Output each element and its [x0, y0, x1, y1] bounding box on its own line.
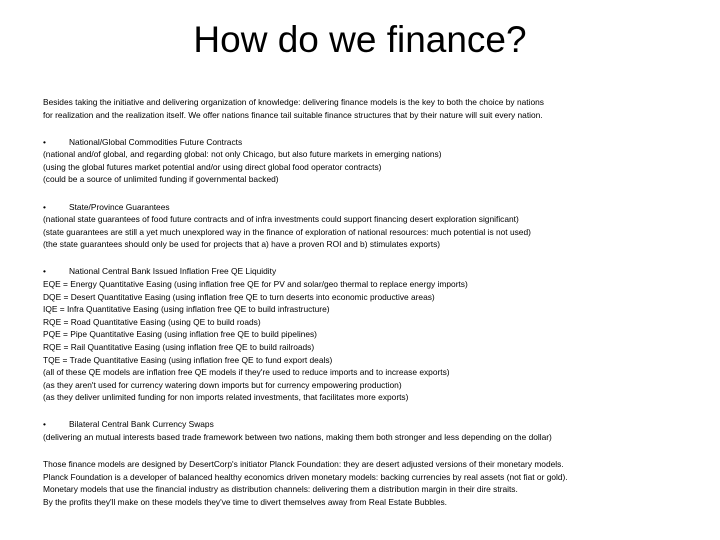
section-heading [43, 418, 713, 431]
section-line: (using the global futures market potential and/or using direct global food operator contracts) [43, 161, 382, 172]
section-line: (the state guarantees should only be used for projects that a) have a proven ROI and b) stimulates exports) [43, 239, 441, 250]
closing-line: Those finance models are designed by DesertCorp's initiator Planck Foundation: they are desert adjusted versions of their monetary models. [43, 459, 564, 470]
section-line: (as they deliver unlimited funding for non imports related investments, that facilitates more exports) [43, 392, 409, 403]
section-heading [43, 265, 713, 278]
slide-body [43, 96, 713, 523]
section-state-guarantees [43, 201, 713, 251]
closing-line: Planck Foundation is a developer of balanced healthy economics driven monetary models: backing currencies by real assets (not fiat or gold). [43, 471, 568, 482]
section-heading-text: National/Global Commodities Future Contracts [69, 136, 243, 147]
section-line: EQE = Energy Quantitative Easing (using inflation free QE for PV and solar/geo thermal to replace energy imports) [43, 279, 468, 290]
bullet-icon: • [43, 201, 46, 212]
section-heading-text: Bilateral Central Bank Currency Swaps [69, 419, 214, 430]
section-line: IQE = Infra Quantitative Easing (using inflation free QE to build infrastructure) [43, 304, 330, 315]
section-commodities-futures [43, 136, 713, 186]
section-qe-liquidity [43, 265, 713, 404]
section-line: (as they aren't used for currency watering down imports but for currency empowering production) [43, 379, 402, 390]
intro-paragraph [43, 96, 713, 121]
section-line: (delivering an mutual interests based trade framework between two nations, making them both stronger and less depending on the dollar) [43, 432, 552, 443]
bullet-icon: • [43, 419, 46, 430]
section-heading [43, 136, 713, 149]
closing-line: By the profits they'll make on these models they've time to divert themselves away from Real Estate Bubbles. [43, 496, 447, 507]
section-line: (could be a source of unlimited funding if governmental backed) [43, 174, 279, 185]
section-line: (national and/of global, and regarding global: not only Chicago, but also future markets in emerging nations) [43, 149, 442, 160]
page-title: How do we finance? [193, 19, 527, 60]
section-line: (state guarantees are still a yet much unexplored way in the finance of exploration of national resources: much potential is not used) [43, 226, 531, 237]
section-currency-swaps [43, 418, 713, 443]
bullet-icon: • [43, 136, 46, 147]
section-line: TQE = Trade Quantitative Easing (using inflation free QE to fund export deals) [43, 354, 333, 365]
section-line: RQE = Road Quantitative Easing (using QE to build roads) [43, 316, 261, 327]
section-heading [43, 201, 713, 214]
section-line: (all of these QE models are inflation free QE models if they're used to reduce imports and to increase exports) [43, 367, 450, 378]
section-line: (national state guarantees of food future contracts and of infra investments could support financing desert exploration significant) [43, 214, 519, 225]
section-heading-text: National Central Bank Issued Inflation Free QE Liquidity [69, 266, 277, 277]
section-heading-text: State/Province Guarantees [69, 201, 170, 212]
section-line: DQE = Desert Quantitative Easing (using inflation free QE to turn deserts into economic productive areas) [43, 291, 435, 302]
section-line: RQE = Rail Quantitative Easing (using inflation free QE to build railroads) [43, 342, 315, 352]
bullet-icon: • [43, 266, 46, 277]
closing-paragraph [43, 458, 713, 508]
closing-line: Monetary models that use the financial industry as distribution channels: delivering them a distribution margin in their dire straits. [43, 484, 518, 495]
section-line: PQE = Pipe Quantitative Easing (using inflation free QE to build pipelines) [43, 329, 317, 340]
intro-line: for realization and the realization itself. We offer nations finance tail suitable finance structures that by their nature will suit every nation. [43, 109, 543, 120]
intro-line: Besides taking the initiative and delivering organization of knowledge: delivering finance models is the key to both the choice by nations [43, 97, 544, 107]
